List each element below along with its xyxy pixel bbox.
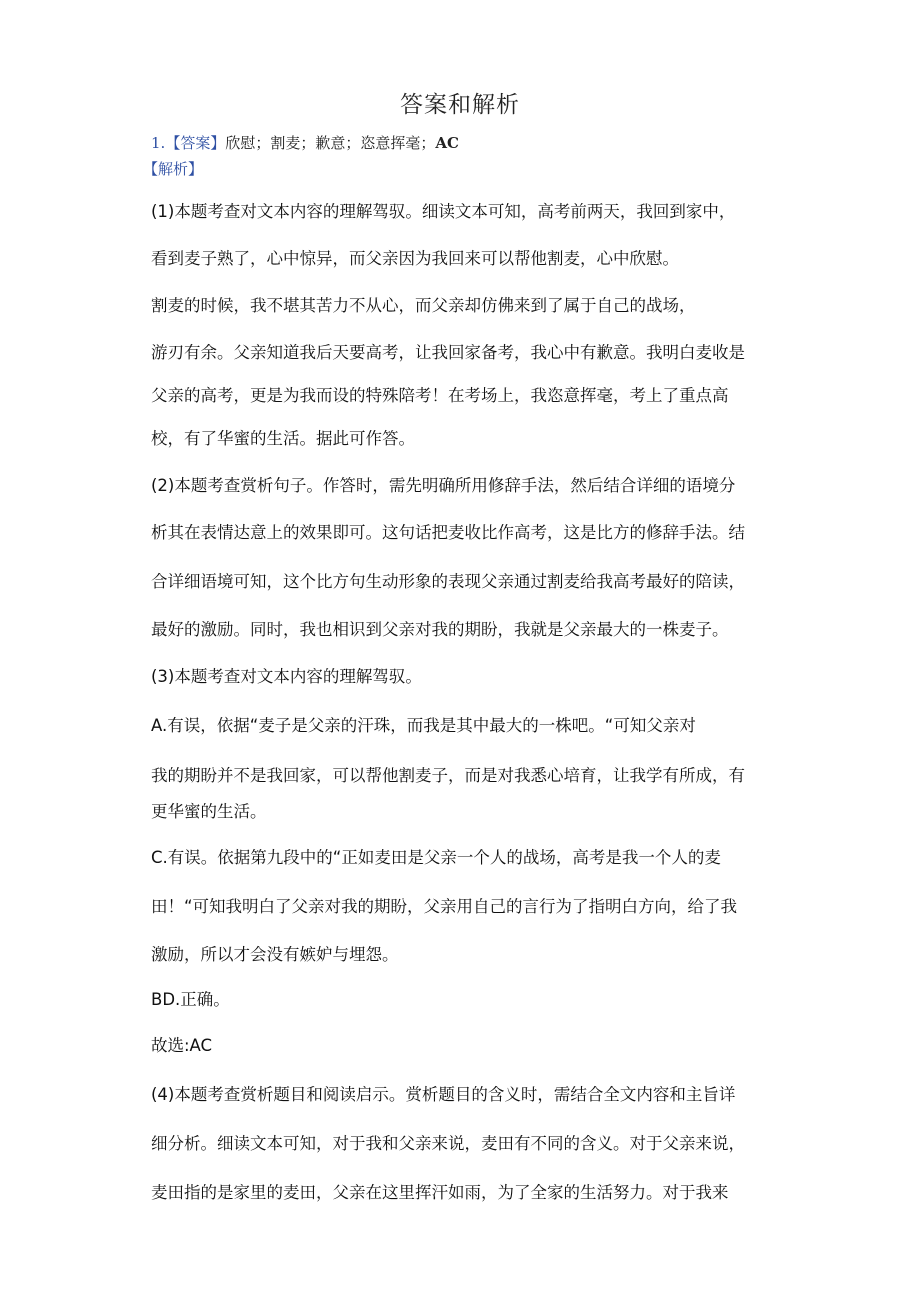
text-line: A.有误，依据“麦子是父亲的汗珠，而我是其中最大的一株吧。“可知父亲对 [151,716,696,735]
text-line: BD.正确。 [151,990,230,1009]
text-line: 更华蜜的生活。 [151,802,267,821]
text-line: 最好的激励。同时，我也相识到父亲对我的期盼，我就是父亲最大的一株麦子。 [151,620,729,639]
text-line: 细分析。细读文本可知，对于我和父亲来说，麦田有不同的含义。对于父亲来说， [151,1134,745,1153]
text-line: 父亲的高考，更是为我而设的特殊陪考！在考场上，我恣意挥毫，考上了重点高 [151,386,729,405]
analysis-tag: 【解析】 [143,160,204,178]
text-line: 游刃有余。父亲知道我后天要高考，让我回家备考，我心中有歉意。我明白麦收是 [151,343,745,362]
text-line: (4)本题考查赏析题目和阅读启示。赏析题目的含义时，需结合全文内容和主旨详 [151,1085,736,1104]
text-line: (3)本题考查对文本内容的理解驾驭。 [151,667,422,686]
answer-choice: AC [435,134,459,152]
text-line: 析其在表情达意上的效果即可。这句话把麦收比作高考，这是比方的修辞手法。结 [151,523,745,542]
text-line: 田！“可知我明白了父亲对我的期盼，父亲用自己的言行为了指明白方向，给了我 [151,897,738,916]
page-title: 答案和解析 [400,92,520,118]
text-line: 我的期盼并不是我回家，可以帮他割麦子，而是对我悉心培育，让我学有所成，有 [151,766,745,785]
text-line: 激励，所以才会没有嫉妒与埋怨。 [151,945,399,964]
text-line: 合详细语境可知，这个比方句生动形象的表现父亲通过割麦给我高考最好的陪读， [151,572,745,591]
text-line: (1)本题考查对文本内容的理解驾驭。细读文本可知，高考前两天，我回到家中， [151,202,736,221]
text-line: 故选:AC [151,1036,213,1055]
question-number: 1. [151,134,166,152]
text-line: 看到麦子熟了，心中惊异，而父亲因为我回来可以帮他割麦，心中欣慰。 [151,249,679,268]
text-line: C.有误。依据第九段中的“正如麦田是父亲一个人的战场，高考是我一个人的麦 [151,848,721,867]
text-line: 麦田指的是家里的麦田，父亲在这里挥汗如雨，为了全家的生活努力。对于我来 [151,1183,729,1202]
answer-content: 欣慰；割麦；歉意；恣意挥毫； [225,134,436,152]
answer-line [151,132,459,153]
text-line: 校，有了华蜜的生活。据此可作答。 [151,429,415,448]
answer-tag: 【答案】 [165,134,226,152]
text-line: (2)本题考查赏析句子。作答时，需先明确所用修辞手法，然后结合详细的语境分 [151,476,736,495]
text-line: 割麦的时候，我不堪其苦力不从心，而父亲却仿佛来到了属于自己的战场， [151,296,696,315]
